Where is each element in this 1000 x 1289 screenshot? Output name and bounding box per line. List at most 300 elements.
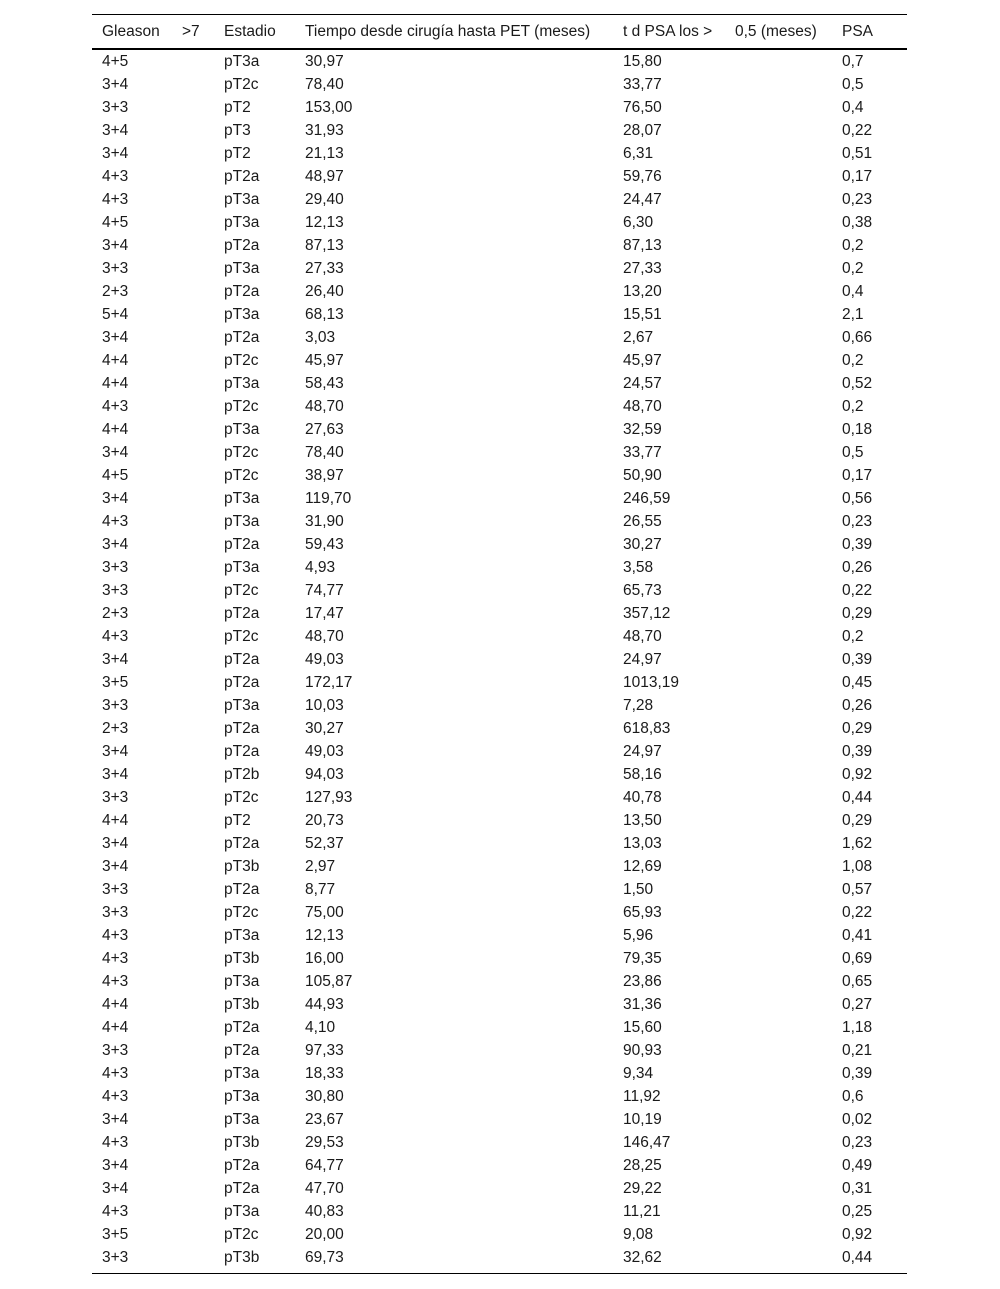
table-row	[92, 602, 907, 625]
cell-td-psa: 48,70	[623, 398, 662, 415]
cell-td-psa: 65,73	[623, 582, 662, 599]
cell-tiempo-pet: 31,90	[305, 513, 344, 530]
cell-psa: 0,22	[842, 582, 873, 599]
cell-psa: 0,22	[842, 122, 873, 139]
cell-psa: 0,25	[842, 1203, 873, 1220]
cell-psa: 0,4	[842, 99, 864, 116]
table-row	[92, 533, 907, 556]
cell-gleason: 4+3	[102, 1088, 129, 1105]
cell-estadio: pT3b	[224, 1134, 260, 1151]
cell-tiempo-pet: 49,03	[305, 743, 344, 760]
cell-tiempo-pet: 27,63	[305, 421, 344, 438]
cell-gleason: 4+5	[102, 467, 129, 484]
cell-gleason: 3+3	[102, 260, 129, 277]
header-td-psa: t d PSA los >	[623, 23, 713, 40]
header-meses: 0,5 (meses)	[735, 23, 817, 40]
cell-gleason: 4+3	[102, 950, 129, 967]
cell-gleason: 4+4	[102, 421, 129, 438]
cell-td-psa: 32,62	[623, 1249, 662, 1266]
cell-td-psa: 6,31	[623, 145, 654, 162]
cell-td-psa: 28,25	[623, 1157, 662, 1174]
cell-td-psa: 3,58	[623, 559, 654, 576]
cell-estadio: pT2a	[224, 168, 260, 185]
cell-estadio: pT2a	[224, 283, 260, 300]
cell-tiempo-pet: 26,40	[305, 283, 344, 300]
cell-psa: 0,26	[842, 697, 873, 714]
cell-psa: 0,38	[842, 214, 873, 231]
cell-estadio: pT2a	[224, 743, 260, 760]
cell-gleason: 4+4	[102, 1019, 129, 1036]
cell-psa: 0,29	[842, 720, 873, 737]
cell-td-psa: 79,35	[623, 950, 662, 967]
cell-gleason: 3+4	[102, 766, 129, 783]
cell-estadio: pT3a	[224, 927, 260, 944]
cell-tiempo-pet: 52,37	[305, 835, 344, 852]
cell-td-psa: 59,76	[623, 168, 662, 185]
cell-tiempo-pet: 12,13	[305, 927, 344, 944]
table-row	[92, 326, 907, 349]
cell-tiempo-pet: 47,70	[305, 1180, 344, 1197]
cell-estadio: pT2a	[224, 605, 260, 622]
cell-td-psa: 12,69	[623, 858, 662, 875]
cell-tiempo-pet: 20,00	[305, 1226, 344, 1243]
cell-psa: 0,45	[842, 674, 873, 691]
table-row	[92, 625, 907, 648]
cell-gleason: 3+3	[102, 559, 129, 576]
cell-psa: 0,65	[842, 973, 873, 990]
cell-psa: 0,29	[842, 812, 873, 829]
cell-psa: 0,17	[842, 467, 873, 484]
cell-tiempo-pet: 18,33	[305, 1065, 344, 1082]
cell-tiempo-pet: 119,70	[305, 490, 352, 507]
table-row	[92, 1177, 907, 1200]
table-header	[92, 14, 907, 50]
cell-td-psa: 13,50	[623, 812, 662, 829]
table-row	[92, 1016, 907, 1039]
cell-tiempo-pet: 64,77	[305, 1157, 344, 1174]
table-row	[92, 1039, 907, 1062]
cell-tiempo-pet: 49,03	[305, 651, 344, 668]
table-row	[92, 119, 907, 142]
cell-td-psa: 24,97	[623, 651, 662, 668]
cell-gleason: 3+4	[102, 835, 129, 852]
cell-estadio: pT2c	[224, 444, 259, 461]
cell-tiempo-pet: 21,13	[305, 145, 344, 162]
cell-gleason: 3+4	[102, 743, 129, 760]
cell-psa: 0,44	[842, 789, 873, 806]
cell-td-psa: 29,22	[623, 1180, 662, 1197]
cell-psa: 0,39	[842, 651, 873, 668]
table-row	[92, 694, 907, 717]
cell-td-psa: 15,80	[623, 53, 662, 70]
cell-gleason: 4+3	[102, 1065, 129, 1082]
cell-gleason: 3+3	[102, 1249, 129, 1266]
cell-psa: 0,92	[842, 1226, 873, 1243]
cell-estadio: pT3a	[224, 490, 260, 507]
cell-td-psa: 90,93	[623, 1042, 662, 1059]
cell-tiempo-pet: 38,97	[305, 467, 344, 484]
cell-gleason: 4+3	[102, 191, 129, 208]
cell-td-psa: 24,57	[623, 375, 662, 392]
cell-tiempo-pet: 172,17	[305, 674, 353, 691]
table-row	[92, 970, 907, 993]
cell-psa: 0,56	[842, 490, 873, 507]
cell-estadio: pT2a	[224, 237, 260, 254]
cell-tiempo-pet: 87,13	[305, 237, 344, 254]
cell-td-psa: 26,55	[623, 513, 662, 530]
cell-tiempo-pet: 29,40	[305, 191, 344, 208]
cell-gleason: 3+3	[102, 904, 129, 921]
cell-td-psa: 28,07	[623, 122, 662, 139]
cell-gleason: 4+3	[102, 168, 129, 185]
cell-psa: 0,5	[842, 444, 864, 461]
cell-gleason: 4+4	[102, 996, 129, 1013]
cell-psa: 0,5	[842, 76, 864, 93]
cell-gleason: 2+3	[102, 283, 129, 300]
cell-td-psa: 76,50	[623, 99, 662, 116]
cell-td-psa: 24,97	[623, 743, 662, 760]
cell-estadio: pT2a	[224, 835, 260, 852]
cell-tiempo-pet: 31,93	[305, 122, 344, 139]
table-row	[92, 372, 907, 395]
cell-gleason: 3+3	[102, 697, 129, 714]
table-row	[92, 1200, 907, 1223]
cell-estadio: pT3a	[224, 1065, 260, 1082]
cell-tiempo-pet: 97,33	[305, 1042, 344, 1059]
table-row	[92, 1246, 907, 1269]
table-row	[92, 280, 907, 303]
cell-estadio: pT2c	[224, 1226, 259, 1243]
cell-estadio: pT3	[224, 122, 251, 139]
cell-psa: 0,2	[842, 260, 864, 277]
cell-gleason: 4+4	[102, 375, 129, 392]
cell-estadio: pT3a	[224, 1111, 260, 1128]
cell-psa: 2,1	[842, 306, 864, 323]
cell-gleason: 3+4	[102, 145, 129, 162]
cell-td-psa: 50,90	[623, 467, 662, 484]
table-row	[92, 234, 907, 257]
cell-estadio: pT2a	[224, 536, 260, 553]
cell-estadio: pT2a	[224, 1157, 260, 1174]
cell-tiempo-pet: 45,97	[305, 352, 344, 369]
cell-tiempo-pet: 29,53	[305, 1134, 344, 1151]
cell-estadio: pT3b	[224, 950, 260, 967]
cell-td-psa: 23,86	[623, 973, 662, 990]
cell-tiempo-pet: 105,87	[305, 973, 353, 990]
cell-gleason: 4+4	[102, 812, 129, 829]
cell-psa: 0,69	[842, 950, 873, 967]
cell-psa: 0,51	[842, 145, 873, 162]
cell-tiempo-pet: 78,40	[305, 76, 344, 93]
cell-gleason: 4+3	[102, 973, 129, 990]
cell-tiempo-pet: 94,03	[305, 766, 344, 783]
cell-td-psa: 618,83	[623, 720, 671, 737]
cell-gleason: 4+3	[102, 628, 129, 645]
cell-gleason: 3+4	[102, 490, 129, 507]
cell-td-psa: 246,59	[623, 490, 671, 507]
cell-tiempo-pet: 12,13	[305, 214, 344, 231]
cell-td-psa: 13,20	[623, 283, 662, 300]
cell-td-psa: 58,16	[623, 766, 662, 783]
cell-td-psa: 146,47	[623, 1134, 671, 1151]
cell-psa: 0,29	[842, 605, 873, 622]
cell-tiempo-pet: 30,80	[305, 1088, 344, 1105]
cell-tiempo-pet: 48,70	[305, 628, 344, 645]
cell-estadio: pT2c	[224, 467, 259, 484]
table-row	[92, 1131, 907, 1154]
cell-estadio: pT3a	[224, 1088, 260, 1105]
cell-estadio: pT2b	[224, 766, 260, 783]
cell-psa: 0,52	[842, 375, 873, 392]
cell-td-psa: 87,13	[623, 237, 662, 254]
cell-gleason: 4+4	[102, 352, 129, 369]
data-table	[92, 14, 907, 1274]
cell-td-psa: 7,28	[623, 697, 654, 714]
table-row	[92, 993, 907, 1016]
cell-tiempo-pet: 20,73	[305, 812, 344, 829]
cell-td-psa: 24,47	[623, 191, 662, 208]
cell-tiempo-pet: 16,00	[305, 950, 344, 967]
table-row	[92, 648, 907, 671]
cell-tiempo-pet: 153,00	[305, 99, 353, 116]
cell-gleason: 3+3	[102, 881, 129, 898]
cell-tiempo-pet: 2,97	[305, 858, 336, 875]
cell-td-psa: 31,36	[623, 996, 662, 1013]
table-row	[92, 211, 907, 234]
cell-td-psa: 6,30	[623, 214, 654, 231]
table-row	[92, 901, 907, 924]
cell-td-psa: 30,27	[623, 536, 662, 553]
cell-psa: 0,26	[842, 559, 873, 576]
cell-estadio: pT3a	[224, 260, 260, 277]
cell-tiempo-pet: 27,33	[305, 260, 344, 277]
table-row	[92, 303, 907, 326]
cell-tiempo-pet: 40,83	[305, 1203, 344, 1220]
cell-tiempo-pet: 68,13	[305, 306, 344, 323]
cell-td-psa: 5,96	[623, 927, 654, 944]
cell-psa: 0,2	[842, 352, 864, 369]
cell-estadio: pT3a	[224, 973, 260, 990]
cell-tiempo-pet: 48,97	[305, 168, 344, 185]
cell-psa: 0,92	[842, 766, 873, 783]
cell-tiempo-pet: 8,77	[305, 881, 336, 898]
cell-tiempo-pet: 30,97	[305, 53, 344, 70]
table-row	[92, 96, 907, 119]
cell-estadio: pT3a	[224, 513, 260, 530]
cell-estadio: pT3a	[224, 214, 260, 231]
table-row	[92, 556, 907, 579]
cell-psa: 0,18	[842, 421, 873, 438]
cell-gleason: 4+5	[102, 53, 129, 70]
cell-psa: 0,39	[842, 743, 873, 760]
cell-gleason: 4+3	[102, 927, 129, 944]
cell-gleason: 4+3	[102, 398, 129, 415]
cell-gleason: 3+4	[102, 444, 129, 461]
cell-estadio: pT2c	[224, 352, 259, 369]
table-row	[92, 878, 907, 901]
cell-estadio: pT2a	[224, 881, 260, 898]
cell-tiempo-pet: 48,70	[305, 398, 344, 415]
cell-psa: 1,08	[842, 858, 873, 875]
table-row	[92, 924, 907, 947]
cell-psa: 0,21	[842, 1042, 873, 1059]
cell-psa: 0,7	[842, 53, 864, 70]
cell-psa: 0,66	[842, 329, 873, 346]
cell-gleason: 3+3	[102, 99, 129, 116]
cell-estadio: pT2a	[224, 1019, 260, 1036]
cell-gleason: 3+4	[102, 329, 129, 346]
cell-gleason: 2+3	[102, 720, 129, 737]
cell-estadio: pT2c	[224, 628, 259, 645]
cell-tiempo-pet: 78,40	[305, 444, 344, 461]
cell-td-psa: 48,70	[623, 628, 662, 645]
cell-psa: 0,2	[842, 398, 864, 415]
cell-psa: 0,39	[842, 1065, 873, 1082]
cell-psa: 0,02	[842, 1111, 873, 1128]
table-row	[92, 947, 907, 970]
cell-estadio: pT2a	[224, 1180, 260, 1197]
cell-estadio: pT2c	[224, 789, 259, 806]
table-row	[92, 1085, 907, 1108]
cell-td-psa: 13,03	[623, 835, 662, 852]
table-row	[92, 349, 907, 372]
table-row	[92, 671, 907, 694]
cell-gleason: 4+3	[102, 513, 129, 530]
cell-psa: 0,39	[842, 536, 873, 553]
cell-estadio: pT2	[224, 812, 251, 829]
cell-tiempo-pet: 127,93	[305, 789, 353, 806]
cell-gleason: 4+5	[102, 214, 129, 231]
cell-estadio: pT3a	[224, 53, 260, 70]
cell-td-psa: 10,19	[623, 1111, 662, 1128]
cell-td-psa: 357,12	[623, 605, 671, 622]
table-row	[92, 786, 907, 809]
table-row	[92, 418, 907, 441]
cell-gleason: 5+4	[102, 306, 129, 323]
table-row	[92, 1223, 907, 1246]
cell-psa: 1,62	[842, 835, 873, 852]
cell-estadio: pT2a	[224, 674, 260, 691]
cell-psa: 0,23	[842, 191, 873, 208]
cell-psa: 0,17	[842, 168, 873, 185]
cell-gleason: 2+3	[102, 605, 129, 622]
cell-gleason: 3+4	[102, 651, 129, 668]
table-row	[92, 73, 907, 96]
cell-estadio: pT2a	[224, 329, 260, 346]
header-gleason: Gleason	[102, 23, 160, 40]
table-row	[92, 165, 907, 188]
cell-td-psa: 11,21	[623, 1203, 661, 1220]
cell-psa: 1,18	[842, 1019, 873, 1036]
table-row	[92, 1108, 907, 1131]
cell-estadio: pT3a	[224, 697, 260, 714]
table-row	[92, 142, 907, 165]
table-row	[92, 809, 907, 832]
cell-td-psa: 65,93	[623, 904, 662, 921]
cell-td-psa: 15,51	[623, 306, 662, 323]
cell-td-psa: 15,60	[623, 1019, 662, 1036]
table-row	[92, 1062, 907, 1085]
header-estadio: Estadio	[224, 23, 276, 40]
table-row	[92, 464, 907, 487]
cell-td-psa: 33,77	[623, 76, 662, 93]
cell-estadio: pT3b	[224, 996, 260, 1013]
table-row	[92, 257, 907, 280]
cell-gleason: 3+3	[102, 789, 129, 806]
cell-estadio: pT2c	[224, 398, 259, 415]
cell-psa: 0,23	[842, 513, 873, 530]
cell-tiempo-pet: 23,67	[305, 1111, 344, 1128]
table-row	[92, 50, 907, 73]
cell-psa: 0,22	[842, 904, 873, 921]
table-row	[92, 510, 907, 533]
cell-td-psa: 40,78	[623, 789, 662, 806]
cell-gleason: 3+3	[102, 582, 129, 599]
table-row	[92, 740, 907, 763]
cell-estadio: pT3a	[224, 1203, 260, 1220]
cell-tiempo-pet: 69,73	[305, 1249, 344, 1266]
table-row	[92, 832, 907, 855]
cell-psa: 0,49	[842, 1157, 873, 1174]
cell-psa: 0,31	[842, 1180, 873, 1197]
cell-estadio: pT2	[224, 99, 251, 116]
cell-gleason: 3+4	[102, 1111, 129, 1128]
cell-td-psa: 27,33	[623, 260, 662, 277]
cell-psa: 0,27	[842, 996, 873, 1013]
cell-gleason: 3+4	[102, 858, 129, 875]
cell-psa: 0,6	[842, 1088, 864, 1105]
cell-tiempo-pet: 74,77	[305, 582, 344, 599]
table-row	[92, 441, 907, 464]
cell-tiempo-pet: 4,93	[305, 559, 336, 576]
cell-estadio: pT3b	[224, 858, 260, 875]
cell-estadio: pT2a	[224, 1042, 260, 1059]
cell-psa: 0,23	[842, 1134, 873, 1151]
table-row	[92, 717, 907, 740]
cell-tiempo-pet: 4,10	[305, 1019, 336, 1036]
cell-estadio: pT2a	[224, 651, 260, 668]
table-row	[92, 763, 907, 786]
cell-tiempo-pet: 10,03	[305, 697, 344, 714]
table-row	[92, 1154, 907, 1177]
table-row	[92, 487, 907, 510]
cell-td-psa: 45,97	[623, 352, 662, 369]
cell-tiempo-pet: 44,93	[305, 996, 344, 1013]
cell-td-psa: 9,08	[623, 1226, 654, 1243]
cell-td-psa: 9,34	[623, 1065, 654, 1082]
table-body	[92, 50, 907, 1274]
cell-gleason: 3+4	[102, 536, 129, 553]
cell-estadio: pT3a	[224, 375, 260, 392]
table-row	[92, 855, 907, 878]
cell-psa: 0,57	[842, 881, 873, 898]
cell-psa: 0,44	[842, 1249, 873, 1266]
cell-gleason: 3+4	[102, 1157, 129, 1174]
header-tiempo-pet: Tiempo desde cirugía hasta PET (meses)	[305, 23, 591, 40]
table-row	[92, 188, 907, 211]
cell-tiempo-pet: 58,43	[305, 375, 344, 392]
cell-tiempo-pet: 17,47	[305, 605, 344, 622]
cell-estadio: pT2c	[224, 904, 259, 921]
cell-estadio: pT3a	[224, 191, 260, 208]
cell-gleason: 3+3	[102, 1042, 129, 1059]
cell-gleason: 3+4	[102, 76, 129, 93]
cell-tiempo-pet: 59,43	[305, 536, 344, 553]
header-psa: PSA	[842, 23, 874, 40]
header-gt7: >7	[182, 23, 200, 40]
cell-tiempo-pet: 75,00	[305, 904, 344, 921]
cell-estadio: pT2c	[224, 582, 259, 599]
